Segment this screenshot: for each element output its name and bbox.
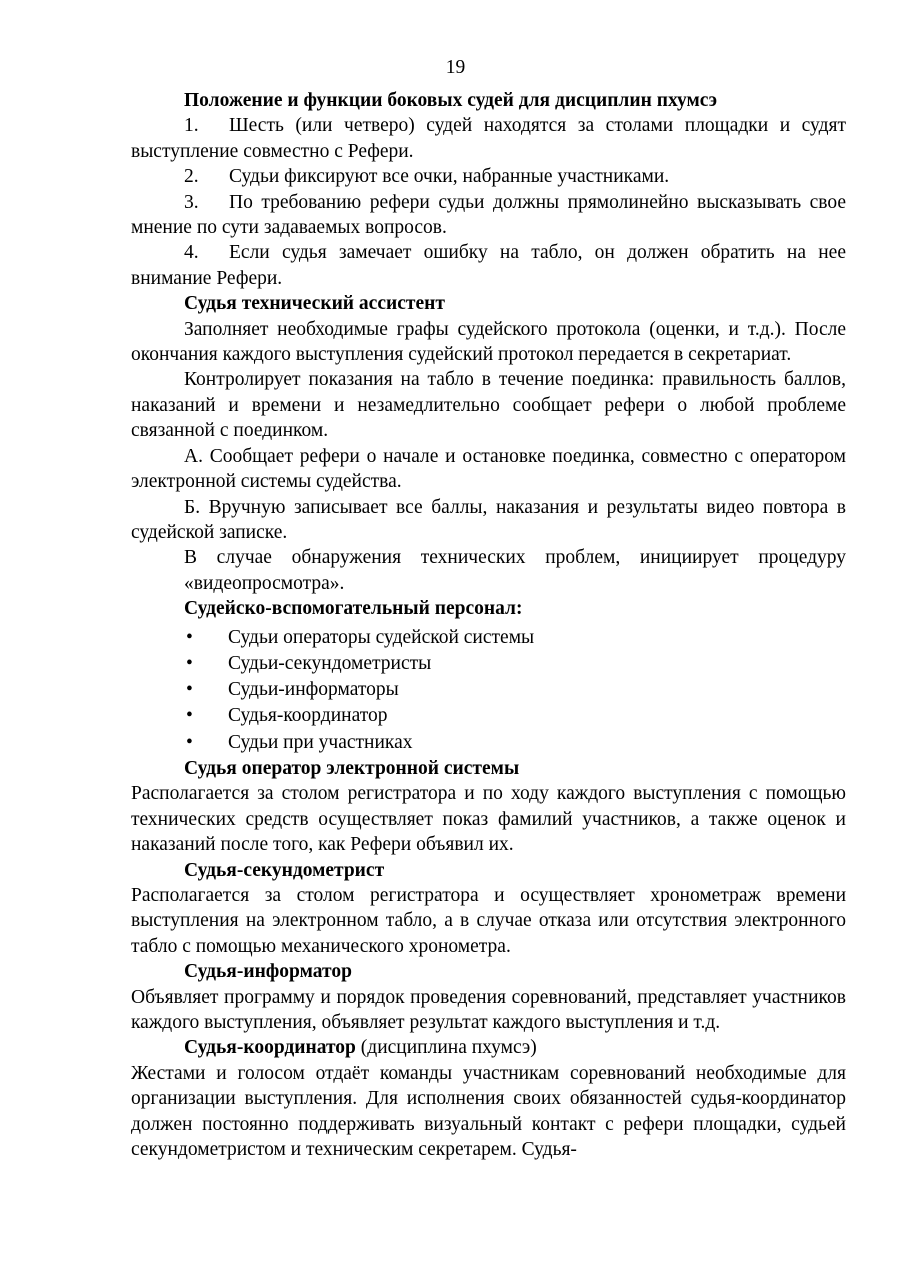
list-item-text: Судья-координатор <box>228 705 388 727</box>
page-number: 19 <box>445 57 466 78</box>
bullet-icon: • <box>186 626 193 648</box>
numbered-item <box>131 164 846 189</box>
numbered-item <box>131 190 846 241</box>
paragraph: Располагается за столом регистратора и по ходу каждого выступления с помощью технических средств осуществляет показ фамилий участников, а также оценок и наказаний после того, как Рефери объявил их. <box>131 783 846 856</box>
list-item-text: Судьи при участниках <box>228 731 413 753</box>
list-item-text: Судьи-секундометристы <box>228 652 432 674</box>
paragraph: А. Сообщает рефери о начале и остановке поединка, совместно с оператором электронной системы судейства. <box>131 445 846 493</box>
section-heading-technical-assistant: Судья технический ассистент <box>184 293 445 315</box>
section-heading-system-operator: Судья оператор электронной системы <box>184 758 520 780</box>
item-number: 3. <box>184 191 199 213</box>
section-heading-support-staff: Судейско-вспомогательный персонал: <box>184 598 523 620</box>
bullet-icon: • <box>186 652 193 674</box>
numbered-item <box>131 240 846 291</box>
heading-bold-text: Судья-координатор <box>184 1037 356 1059</box>
paragraph: Жестами и голосом отдаёт команды участникам соревнований необходимые для организации выступления. Для исполнения своих обязанностей судья-координатор должен постоянно поддерживать визуальный контакт с рефери площадки, судьей секундометристом и техническим секретарем. Судья- <box>131 1062 846 1161</box>
item-text: Судьи фиксируют все очки, набранные участниками. <box>229 166 670 188</box>
section-heading-coordinator <box>131 1035 846 1060</box>
item-text: Шесть (или четверо) судей находятся за столами площадки и судят выступление совместно с Рефери. <box>131 115 846 162</box>
paragraph: Объявляет программу и порядок проведения соревнований, представляет участников каждого выступления, объявляет результат каждого выступления и т.д. <box>131 986 846 1034</box>
paragraph: Б. Вручную записывает все баллы, наказания и результаты видео повтора в судейской записке. <box>131 496 846 543</box>
list-item <box>131 651 846 677</box>
list-item <box>131 625 846 651</box>
list-item <box>131 730 846 756</box>
staff-list <box>131 625 846 756</box>
bullet-icon: • <box>186 705 193 727</box>
paragraph: В случае обнаружения технических проблем, инициирует процедуру «видеопросмотра». <box>184 547 846 594</box>
section-heading-timekeeper: Судья-секундометрист <box>184 859 385 881</box>
heading-note: (дисциплина пхумсэ) <box>355 1037 537 1059</box>
list-item <box>131 677 846 703</box>
numbered-item <box>131 113 846 164</box>
section-heading-side-judges: Положение и функции боковых судей для дисциплин пхумсэ <box>184 90 718 111</box>
bullet-icon: • <box>186 731 193 753</box>
section-heading-announcer: Судья-информатор <box>184 961 352 983</box>
list-item-text: Судьи операторы судейской системы <box>228 626 535 648</box>
paragraph: Контролирует показания на табло в течение поединка: правильность баллов, наказаний и времени и незамедлительно сообщает рефери о любой проблеме связанной с поединком. <box>131 369 846 442</box>
item-text: По требованию рефери судьи должны прямолинейно высказывать свое мнение по сути задаваемых вопросов. <box>131 191 846 239</box>
list-item <box>131 703 846 729</box>
list-item-text: Судьи-информаторы <box>228 679 399 701</box>
page-content <box>131 88 846 1163</box>
item-text: Если судья замечает ошибку на табло, он должен обратить на нее внимание Рефери. <box>131 242 846 289</box>
item-number: 4. <box>184 242 199 264</box>
paragraph: Заполняет необходимые графы судейского протокола (оценки, и т.д.). После окончания каждого выступления судейский протокол передается в секретариат. <box>131 318 846 366</box>
bullet-icon: • <box>186 679 193 701</box>
paragraph: Располагается за столом регистратора и осуществляет хронометраж времени выступления на электронном табло, а в случае отказа или отсутствия электронного табло с помощью механического хронометра. <box>131 885 846 957</box>
item-number: 1. <box>184 115 199 137</box>
item-number: 2. <box>184 166 199 188</box>
